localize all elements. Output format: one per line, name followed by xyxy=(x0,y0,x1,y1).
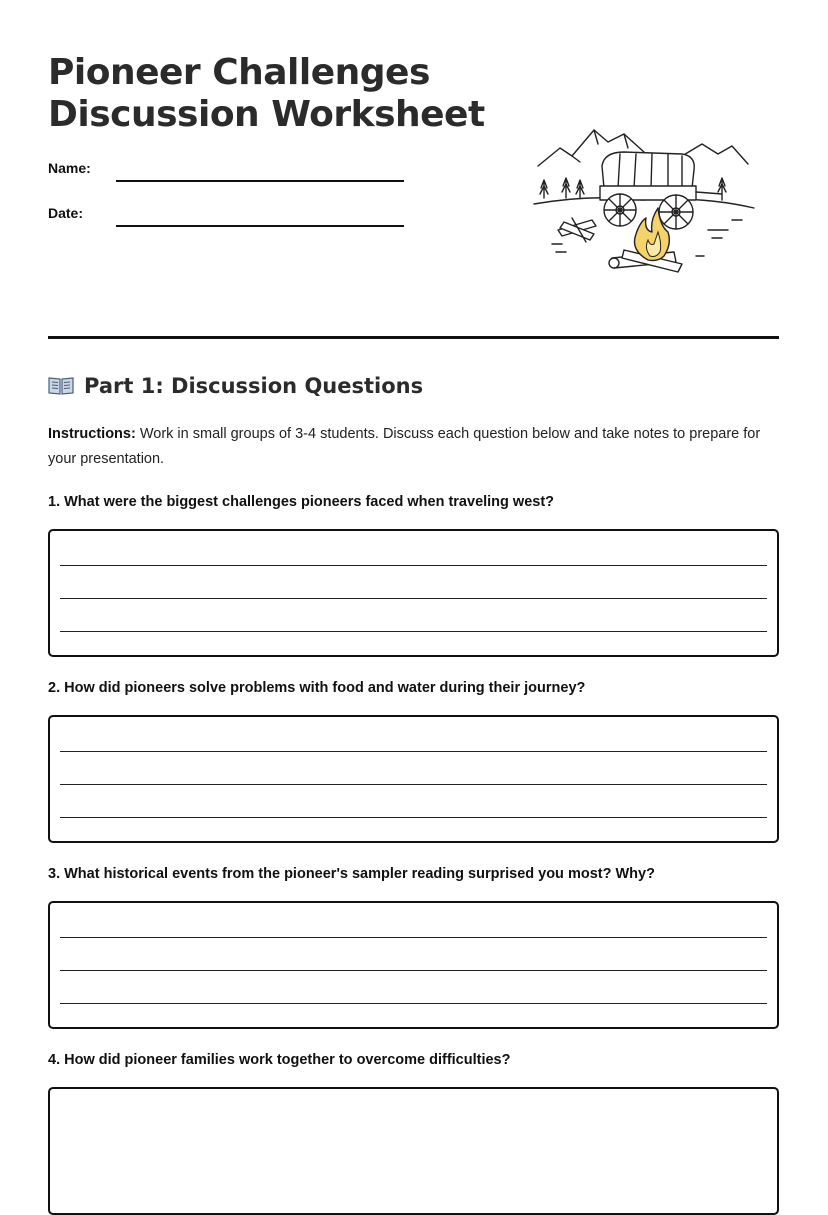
instructions-text: Work in small groups of 3-4 students. Discuss each question below and take notes to prepare for your presentation. xyxy=(48,426,761,467)
answer-box-4[interactable] xyxy=(48,1087,779,1215)
date-label: Date: xyxy=(48,205,84,221)
answer-line xyxy=(60,1003,767,1004)
answer-line xyxy=(60,631,767,632)
title-line-1: Pioneer Challenges xyxy=(48,52,430,93)
name-field[interactable] xyxy=(116,180,404,182)
question-3: 3. What historical events from the pioneer's sampler reading surprised you most? Why? xyxy=(48,866,655,882)
question-1: 1. What were the biggest challenges pioneers faced when traveling west? xyxy=(48,494,555,510)
answer-box-1[interactable] xyxy=(48,529,779,657)
answer-box-2[interactable] xyxy=(48,715,779,843)
open-book-icon xyxy=(48,376,74,396)
instructions xyxy=(48,422,779,472)
answer-line xyxy=(60,751,767,752)
answer-box-3[interactable] xyxy=(48,901,779,1029)
part1-heading xyxy=(48,374,423,398)
title-line-2: Discussion Worksheet xyxy=(48,94,485,135)
part1-heading-text: Part 1: Discussion Questions xyxy=(84,374,424,398)
question-4: 4. How did pioneer families work together to overcome difficulties? xyxy=(48,1052,511,1068)
answer-line xyxy=(60,970,767,971)
answer-line xyxy=(60,817,767,818)
question-2: 2. How did pioneers solve problems with food and water during their journey? xyxy=(48,680,586,696)
answer-line xyxy=(60,565,767,566)
covered-wagon-campfire-illustration-icon xyxy=(532,122,758,282)
section-divider xyxy=(48,336,779,339)
page-title xyxy=(48,52,485,136)
instructions-label: Instructions: xyxy=(48,426,136,442)
answer-line xyxy=(60,784,767,785)
answer-line xyxy=(60,598,767,599)
name-label: Name: xyxy=(48,160,91,176)
date-field[interactable] xyxy=(116,225,404,227)
answer-line xyxy=(60,937,767,938)
